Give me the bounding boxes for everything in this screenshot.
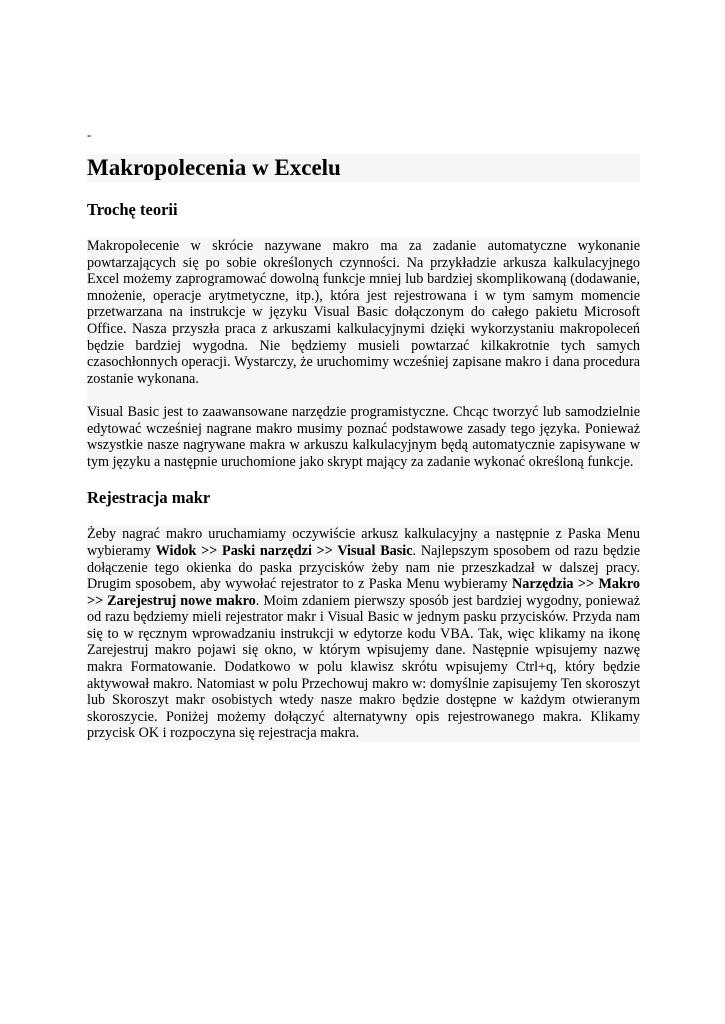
recording-block (87, 526, 640, 742)
theory-paragraph-1: Makropolecenie w skrócie nazywane makro ma za zadanie automatyczne wykonanie powtarzających się po sobie określonych czynności. Na przykładzie arkusza kalkulacyjnego Excel możemy zaprogramować dowolną funkcje mniej lub bardziej skomplikowaną (dodawanie, mnożenie, operacje arytmetyczne, itp.), która jest rejestrowana i w tym samym momencie przetwarzana na instrukcje w języku Visual Basic dołączonym do całego pakietu Microsoft Office. Nasza przyszła praca z arkuszami kalkulacyjnymi dzięki wykorzystaniu makropoleceń będzie bardziej wygodna. Nie będziemy musieli powtarzać kilkakrotnie tych samych czasochłonnych operacji. Wystarczy, że uruchomimy wcześniej zapisane makro i dana procedura zostanie wykonana. (87, 238, 640, 387)
theory-block (87, 238, 640, 470)
menu-path-view: Widok >> Paski narzędzi >> Visual Basic (155, 542, 413, 559)
dash-marker: - (87, 127, 92, 142)
section-heading-recording: Rejestracja makr (87, 488, 211, 508)
paragraph-spacer (87, 387, 640, 404)
theory-paragraph-2: Visual Basic jest to zaawansowane narzędzie programistyczne. Chcąc tworzyć lub samodzielnie edytować wcześniej nagrane makro musimy poznać podstawowe zasady tego języka. Ponieważ wszystkie nasze nagrywane makra w arkuszu kalkulacyjnym będą automatycznie zapisywane w tym języku a następnie uruchomione jako skrypt mający za zadanie wykonać określoną funkcje. (87, 403, 640, 470)
recording-text-1: Żeby nagrać makro uruchamiamy oczywiście arkusz kalkulacyjny a następnie z Paska Menu wybieramy (87, 526, 640, 559)
recording-paragraph (87, 526, 640, 742)
document-page (87, 128, 640, 742)
section-heading-theory: Trochę teorii (87, 200, 178, 219)
document-title: Makropolecenia w Excelu (87, 154, 640, 182)
menu-path-tools: Narzędzia >> Makro >> Zarejestruj nowe makro (87, 576, 640, 609)
recording-text-3: . Moim zdaniem pierwszy sposób jest bardziej wygodny, ponieważ od razu będziemy mieli rejestrator makr i Visual Basic w jednym pasku przycisków. Przyda nam się to w ręcznym wprowadzaniu instrukcji w edytorze kodu VBA. Tak, więc klikamy na ikonę Zarejestruj makro pojawi się okno, w którym wpisujemy dane. Następnie wpisujemy nazwę makra Formatowanie. Dodatkowo w polu klawisz skrótu wpisujemy Ctrl+q, który będzie aktywował makro. Natomiast w polu Przechowuj makro w: domyślnie zapisujemy Ten skoroszyt lub Skoroszyt makr osobistych wtedy nasze makro będzie dostępne w każdym otwieranym skoroszycie. Poniżej możemy dołączyć alternatywny opis rejestrowanego makra. Klikamy przycisk OK i rozpoczyna się rejestracja makra. (87, 592, 640, 742)
recording-text-2: . Najlepszym sposobem od razu będzie dołączenie tego okienka do paska przycisków żeby nam nie przeszkadzał w dalszej pracy. Drugim sposobem, aby wywołać rejestrator to z Paska Menu wybieramy (87, 542, 641, 593)
